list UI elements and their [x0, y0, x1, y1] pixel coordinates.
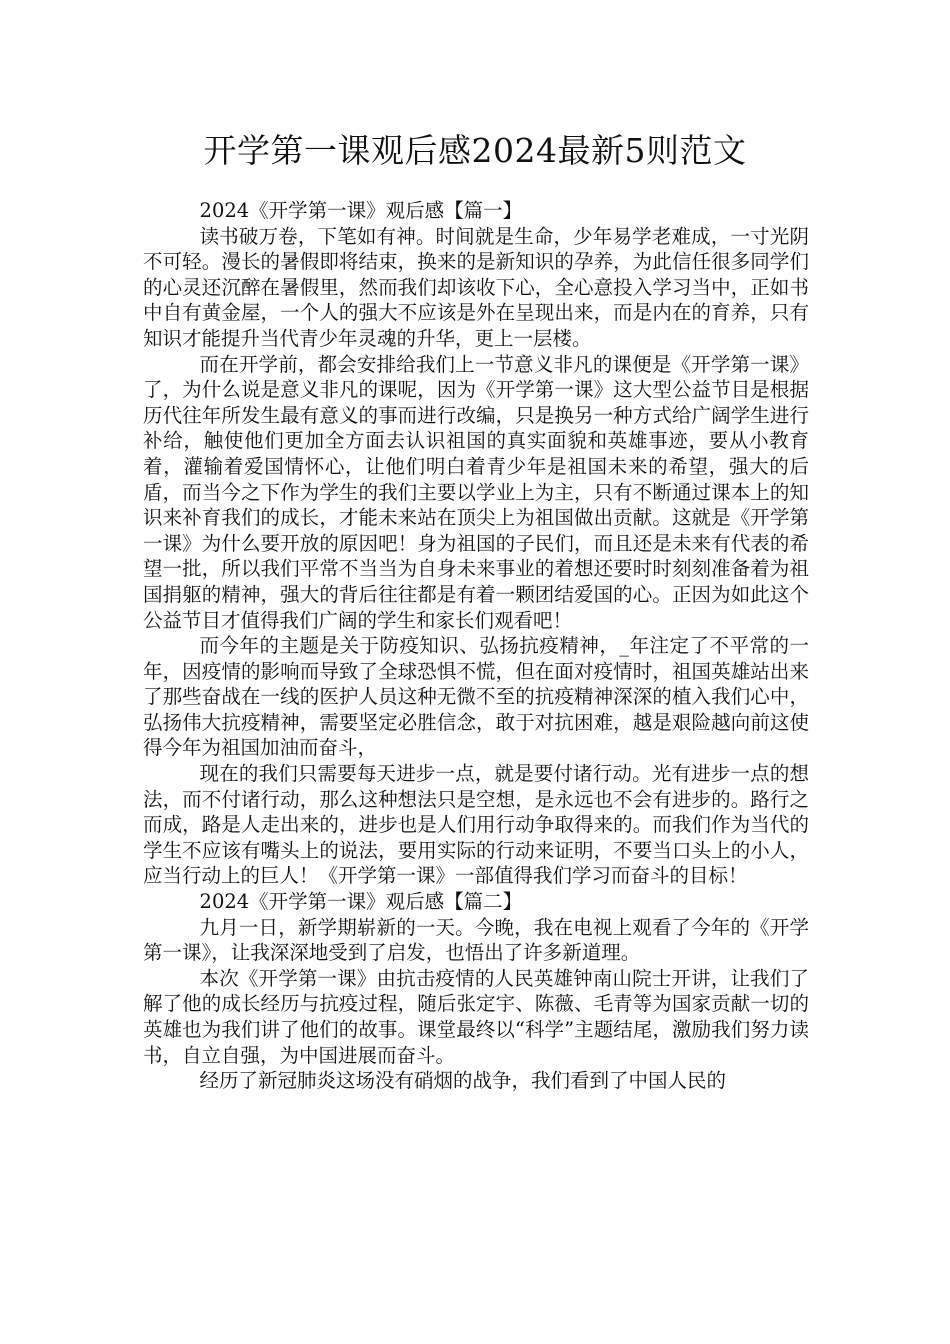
- paragraph: 本次《开学第一课》由抗击疫情的人民英雄钟南山院士开讲，让我们了解了他的成长经历与抗疫过程，随后张定宇、陈薇、毛青等为国家贡献一切的英雄也为我们讲了他们的故事。课堂最终以“科学”主题结尾，激励我们努力读书，自立自强，为中国进展而奋斗。: [143, 966, 809, 1067]
- paragraph: 九月一日，新学期崭新的一天。今晚，我在电视上观看了今年的《开学第一课》，让我深深地受到了启发，也悟出了许多新道理。: [143, 915, 809, 965]
- paragraph: 读书破万卷，下笔如有神。时间就是生命，少年易学老难成，一寸光阴不可轻。漫长的暑假即将结束，换来的是新知识的孕养，为此信任很多同学们的心灵还沉醉在暑假里，然而我们却该收下心，全心意投入学习当中，正如书中自有黄金屋，一个人的强大不应该是外在呈现出来，而是内在的育养，只有知识才能提升当代青少年灵魂的升华，更上一层楼。: [143, 224, 809, 350]
- section-heading-1: 2024《开学第一课》观后感【篇一】: [199, 199, 523, 222]
- paragraph: 而在开学前，都会安排给我们上一节意义非凡的课便是《开学第一课》了，为什么说是意义非凡的课呢，因为《开学第一课》这大型公益节目是根据历代往年所发生最有意义的事而进行改编，只是换另一种方式给广阔学生进行补给，触使他们更加全方面去认识祖国的真实面貌和英雄事迹，要从小教育着，灌输着爱国情怀心，让他们明白着青少年是祖国未来的希望，强大的后盾，而当今之下作为学生的我们主要以学业上为主，只有不断通过课本上的知识来补育我们的成长，才能未来站在顶尖上为祖国做出贡献。这就是《开学第一课》为什么要开放的原因吧！身为祖国的子民们，而且还是未来有代表的希望一批，所以我们平常不当当为自身未来事业的着想还要时时刻刻准备着为祖国捐躯的精神，强大的背后往往都是有着一颗团结爱国的心。正因为如此这个公益节目才值得我们广阔的学生和家长们观看吧！: [143, 352, 809, 632]
- paragraph: 经历了新冠肺炎这场没有硝烟的战争，我们看到了中国人民的: [199, 1069, 727, 1093]
- document-title: 开学第一课观后感2024最新5则范文: [203, 131, 747, 170]
- section-heading-2: 2024《开学第一课》观后感【篇二】: [199, 890, 523, 914]
- paragraph: 而今年的主题是关于防疫知识、弘扬抗疫精神，_年注定了不平常的一年，因疫情的影响而导致了全球恐惧不慌，但在面对疫情时，祖国英雄站出来了那些奋战在一线的医护人员这种无微不至的抗疫精神深深的植入我们心中，弘扬伟大抗疫精神，需要坚定必胜信念，敢于对抗困难，越是艰险越向前这使得今年为祖国加油而奋斗，: [143, 634, 809, 760]
- document-body: [143, 198, 809, 1094]
- paragraph: 现在的我们只需要每天进步一点，就是要付诸行动。光有进步一点的想法，而不付诸行动，那么这种想法只是空想，是永远也不会有进步的。路行之而成，路是人走出来的，进步也是人们用行动争取得来的。而我们作为当代的学生不应该有嘴头上的说法，要用实际的行动来证明，不要当口头上的小人，应当行动上的巨人！《开学第一课》一部值得我们学习而奋斗的目标！: [143, 762, 809, 888]
